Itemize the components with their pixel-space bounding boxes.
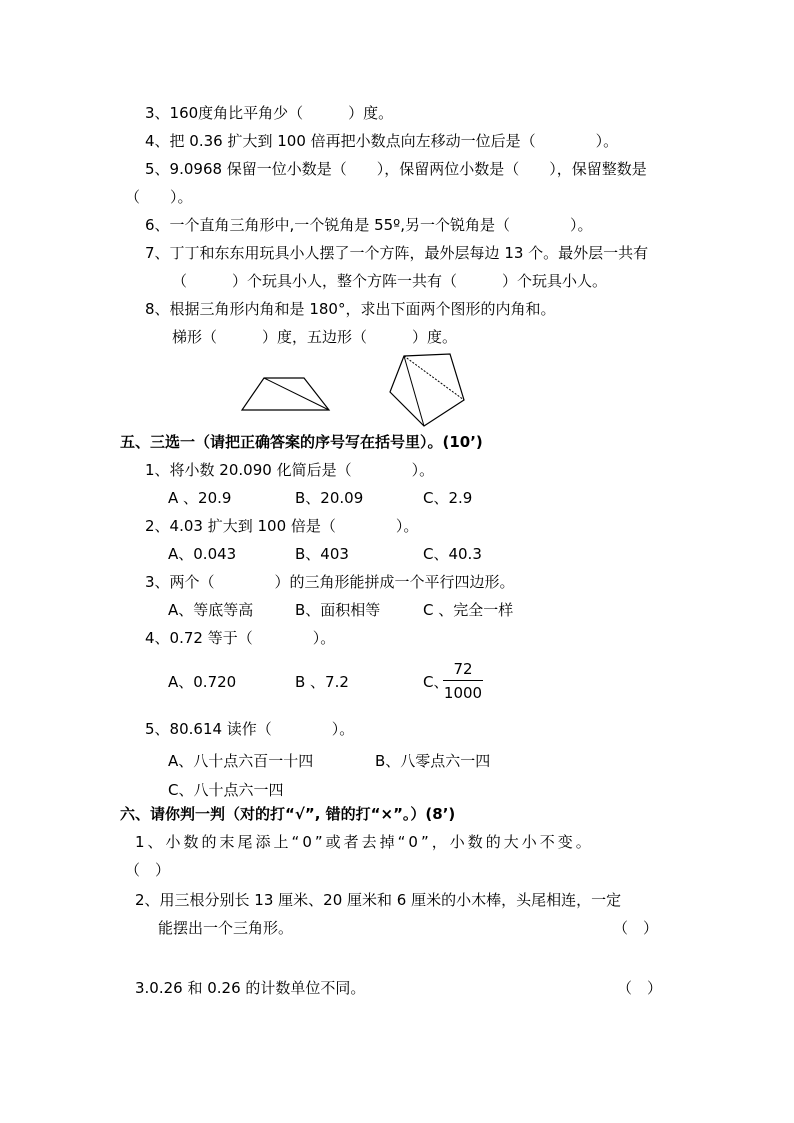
question-6-2-line1: 2、用三根分别长 13 厘米、20 厘米和 6 厘米的小木棒，头尾相连，一定 <box>135 891 622 909</box>
question-5-3: 3、两个（ ）的三角形能拼成一个平行四边形。 <box>145 573 515 591</box>
question-6-1-line1: 1、小数的末尾添上“0”或者去掉“0”，小数的大小不变。 <box>135 833 594 851</box>
question-5-1: 1、将小数 20.090 化简后是（ ）。 <box>145 461 435 479</box>
option-5-1-c: C、2.9 <box>423 489 473 507</box>
question-4-5-line1: 5、9.0968 保留一位小数是（ ），保留两位小数是（ ），保留整数是 <box>145 160 647 178</box>
question-4-7-line1: 7、丁丁和东东用玩具小人摆了一个方阵，最外层每边 13 个。最外层一共有 <box>145 244 649 262</box>
option-5-4-c-prefix: C、 <box>423 673 449 691</box>
option-5-3-c: C 、完全一样 <box>423 601 514 619</box>
trapezoid-figure <box>236 372 336 416</box>
option-5-1-a: A 、20.9 <box>168 489 232 507</box>
question-4-5-line2: （ ）。 <box>125 188 193 206</box>
question-4-8-line1: 8、根据三角形内角和是 180°，求出下面两个图形的内角和。 <box>145 300 556 318</box>
option-5-1-b: B、20.09 <box>295 489 364 507</box>
option-5-3-a: A、等底等高 <box>168 601 254 619</box>
option-5-2-a: A、0.043 <box>168 545 237 563</box>
question-6-2-answer: （ ） <box>613 919 659 937</box>
question-4-8-line2: 梯形（ ）度，五边形（ ）度。 <box>172 328 458 346</box>
option-5-2-c: C、40.3 <box>423 545 482 563</box>
section-6-title: 六、请你判一判（对的打“√”, 错的打“×”。）(8’) <box>120 805 456 823</box>
fraction-bar <box>443 680 483 681</box>
question-6-3-answer: （ ） <box>617 979 663 997</box>
option-5-3-b: B、面积相等 <box>295 601 381 619</box>
option-5-5-a: A、八十点六百一十四 <box>168 752 314 770</box>
question-6-3: 3.0.26 和 0.26 的计数单位不同。 <box>135 979 366 997</box>
question-4-3: 3、160度角比平角少（ ）度。 <box>145 104 394 122</box>
option-5-5-c: C、八十点六一四 <box>168 781 284 799</box>
fraction-numerator: 72 <box>453 660 473 678</box>
question-6-2-line2: 能摆出一个三角形。 <box>158 919 294 937</box>
question-5-5: 5、80.614 读作（ ）。 <box>145 720 355 738</box>
pentagon-figure <box>386 350 466 430</box>
section-5-title: 五、三选一（请把正确答案的序号写在括号里）。(10’) <box>120 433 483 451</box>
question-4-6: 6、一个直角三角形中,一个锐角是 55º,另一个锐角是（ ）。 <box>145 216 593 234</box>
option-5-4-a: A、0.720 <box>168 673 237 691</box>
option-5-5-b: B、八零点六一四 <box>375 752 491 770</box>
fraction-denominator: 1000 <box>443 684 483 702</box>
question-6-1-answer: （ ） <box>125 861 171 879</box>
option-5-2-b: B、403 <box>295 545 349 563</box>
question-4-4: 4、把 0.36 扩大到 100 倍再把小数点向左移动一位后是（ ）。 <box>145 132 619 150</box>
question-5-4: 4、0.72 等于（ ）。 <box>145 629 336 647</box>
option-5-4-b: B 、7.2 <box>295 673 349 691</box>
question-4-7-line2: （ ）个玩具小人，整个方阵一共有（ ）个玩具小人。 <box>172 272 608 290</box>
question-5-2: 2、4.03 扩大到 100 倍是（ ）。 <box>145 517 419 535</box>
option-5-4-c-fraction <box>443 660 483 702</box>
